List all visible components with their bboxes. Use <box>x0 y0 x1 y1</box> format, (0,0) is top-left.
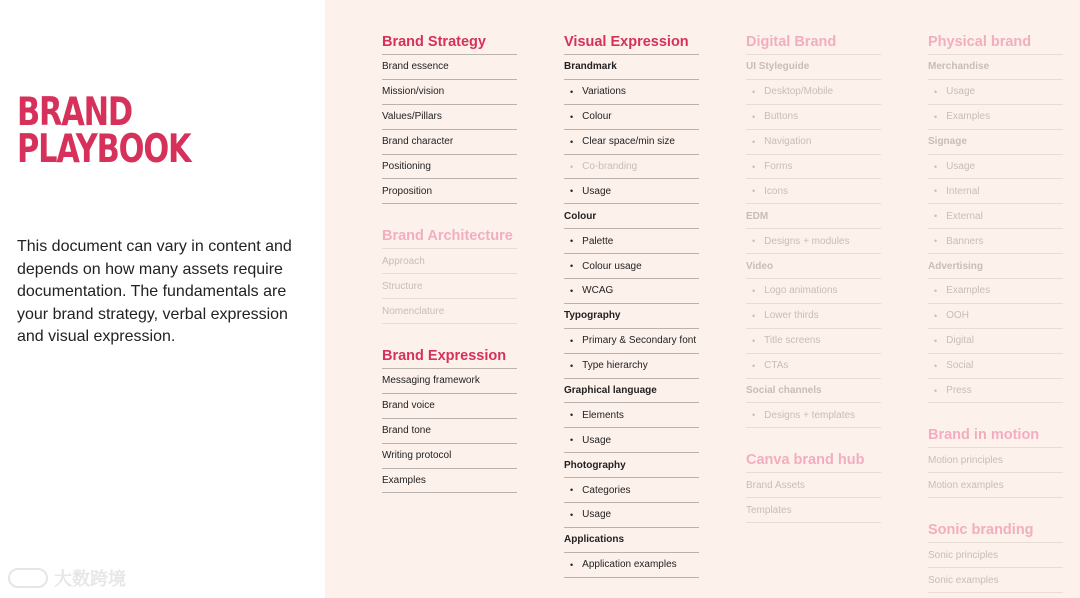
contents-column-1 <box>382 30 517 493</box>
title-line-2: PLAYBOOK <box>17 127 191 172</box>
subsection-heading: Advertising <box>928 254 1063 279</box>
list-item: Brand Assets <box>746 473 881 498</box>
list-item: • Primary & Secondary font <box>564 329 699 354</box>
page-title <box>17 90 191 172</box>
intro-panel <box>0 0 325 598</box>
subsection-heading: Signage <box>928 130 1063 155</box>
subsection-heading: UI Styleguide <box>746 55 881 80</box>
section-heading: Physical brand <box>928 30 1063 55</box>
list-item: • Social <box>928 354 1063 379</box>
section-visual-expression <box>564 30 699 578</box>
list-item: Writing protocol <box>382 444 517 469</box>
section-physical-brand <box>928 30 1063 403</box>
subsection-heading: Merchandise <box>928 55 1063 80</box>
list-item: • Colour <box>564 105 699 130</box>
section-sonic-branding <box>928 518 1063 593</box>
list-item: • WCAG <box>564 279 699 304</box>
subsection-heading: Social channels <box>746 379 881 404</box>
list-item: • Clear space/min size <box>564 130 699 155</box>
list-item: • Usage <box>928 155 1063 180</box>
section-canva-brand-hub <box>746 448 881 523</box>
contents-column-2 <box>564 30 699 578</box>
list-item: • Categories <box>564 478 699 503</box>
list-item: • Designs + templates <box>746 403 881 428</box>
list-item: • Banners <box>928 229 1063 254</box>
section-heading: Brand Expression <box>382 344 517 369</box>
list-item: • Forms <box>746 155 881 180</box>
list-item: • Digital <box>928 329 1063 354</box>
title-line-1: BRAND <box>17 90 133 135</box>
subsection-heading: Brandmark <box>564 55 699 80</box>
list-item: Approach <box>382 249 517 274</box>
list-item: • Usage <box>564 503 699 528</box>
list-item: • Navigation <box>746 130 881 155</box>
list-item: • Title screens <box>746 329 881 354</box>
list-item: Sonic principles <box>928 543 1063 568</box>
subsection-heading: Applications <box>564 528 699 553</box>
list-item: • Lower thirds <box>746 304 881 329</box>
list-item: Motion examples <box>928 473 1063 498</box>
watermark-logo-icon <box>8 568 48 588</box>
list-item: Structure <box>382 274 517 299</box>
list-item: • Internal <box>928 179 1063 204</box>
list-item: Brand voice <box>382 394 517 419</box>
section-brand-architecture <box>382 224 517 324</box>
list-item: • Co-branding <box>564 155 699 180</box>
list-item: • Designs + modules <box>746 229 881 254</box>
list-item: Brand tone <box>382 419 517 444</box>
list-item: Nomenclature <box>382 299 517 324</box>
subsection-heading: EDM <box>746 204 881 229</box>
section-heading: Brand Strategy <box>382 30 517 55</box>
list-item: • Colour usage <box>564 254 699 279</box>
list-item: • Buttons <box>746 105 881 130</box>
subsection-heading: Video <box>746 254 881 279</box>
list-item: • Examples <box>928 105 1063 130</box>
section-heading: Visual Expression <box>564 30 699 55</box>
contents-column-4 <box>928 30 1063 593</box>
list-item: Brand essence <box>382 55 517 80</box>
list-item: • Usage <box>564 428 699 453</box>
list-item: • Desktop/Mobile <box>746 80 881 105</box>
list-item: • Variations <box>564 80 699 105</box>
list-item: • External <box>928 204 1063 229</box>
list-item: • Usage <box>564 179 699 204</box>
list-item: • Press <box>928 379 1063 404</box>
list-item: • CTAs <box>746 354 881 379</box>
list-item: Messaging framework <box>382 369 517 394</box>
section-heading: Sonic branding <box>928 518 1063 543</box>
section-brand-strategy <box>382 30 517 204</box>
section-heading: Brand in motion <box>928 423 1063 448</box>
section-digital-brand <box>746 30 881 428</box>
list-item: • Logo animations <box>746 279 881 304</box>
list-item: • Examples <box>928 279 1063 304</box>
section-heading: Brand Architecture <box>382 224 517 249</box>
list-item: • Type hierarchy <box>564 354 699 379</box>
list-item: Sonic examples <box>928 568 1063 593</box>
list-item: Proposition <box>382 179 517 204</box>
intro-description: This document can vary in content and depends on how many assets require documentation. The fundamentals are your brand strategy, verbal expression and visual expression. <box>17 238 292 346</box>
section-heading: Canva brand hub <box>746 448 881 473</box>
list-item: • Usage <box>928 80 1063 105</box>
list-item: • Palette <box>564 229 699 254</box>
list-item: Positioning <box>382 155 517 180</box>
list-item: • OOH <box>928 304 1063 329</box>
list-item: Brand character <box>382 130 517 155</box>
contents-column-3 <box>746 30 881 523</box>
list-item: Examples <box>382 469 517 494</box>
list-item: Mission/vision <box>382 80 517 105</box>
list-item: • Application examples <box>564 553 699 578</box>
watermark <box>8 565 126 591</box>
list-item: • Elements <box>564 403 699 428</box>
list-item: Templates <box>746 498 881 523</box>
subsection-heading: Photography <box>564 453 699 478</box>
section-heading: Digital Brand <box>746 30 881 55</box>
subsection-heading: Graphical language <box>564 379 699 404</box>
section-brand-in-motion <box>928 423 1063 498</box>
section-brand-expression <box>382 344 517 493</box>
watermark-text: 大数跨境 <box>54 569 126 589</box>
list-item: • Icons <box>746 179 881 204</box>
list-item: Values/Pillars <box>382 105 517 130</box>
subsection-heading: Typography <box>564 304 699 329</box>
list-item: Motion principles <box>928 448 1063 473</box>
subsection-heading: Colour <box>564 204 699 229</box>
